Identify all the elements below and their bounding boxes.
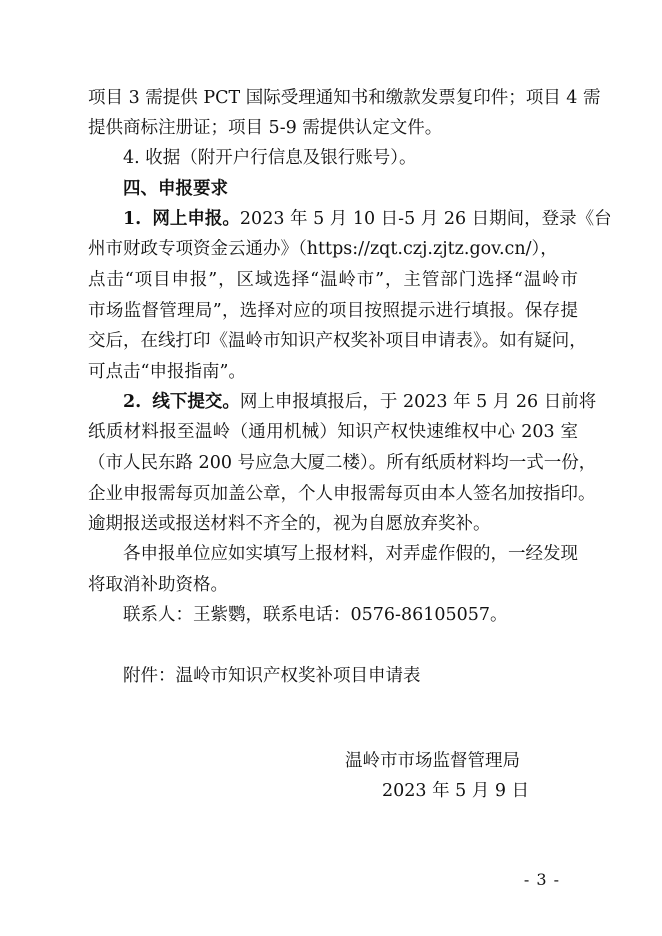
online-application-marker: 1. [123,209,142,229]
online-instruction-line-2: 市场监督管理局”，选择对应的项目按照提示进行填报。保存提 [88,301,578,321]
late-submission-line: 逾期报送或报送材料不齐全的，视为自愿放弃奖补。 [88,514,491,534]
online-application-line [123,205,612,233]
truthfulness-line-1: 各申报单位应如实填写上报材料，对弄虚作假的，一经发现 [123,544,578,564]
offline-submission-title: 线下提交。 [152,392,240,412]
page-number: - 3 - [523,870,560,889]
offline-location-line: 纸质材料报至温岭（通用机械）知识产权快速维权中心 203 室 [88,422,578,442]
section-heading: 四、申报要求 [123,179,228,199]
offline-submission-text: 网上申报填报后，于 2023 年 5 月 26 日前将 [239,392,597,412]
body-line-1: 项目 3 需提供 PCT 国际受理通知书和缴款发票复印件；项目 4 需 [88,88,601,108]
platform-url-line: 州市财政专项资金云通办》（https://zqt.czj.zjtz.gov.cn/）， [88,239,558,259]
offline-address-line: （市人民东路 200 号应急大厦二楼）。所有纸质材料均一式一份， [88,453,597,473]
online-instruction-line-1: 点击“项目申报”，区域选择“温岭市”，主管部门选择“温岭市 [88,270,578,290]
online-instruction-line-3: 交后，在线打印《温岭市知识产权奖补项目申请表》。如有疑问， [88,331,587,351]
online-application-title: 网上申报。 [152,209,240,229]
offline-submission-marker: 2. [123,392,142,412]
truthfulness-line-2: 将取消补助资格。 [88,575,228,595]
issue-date: 2023 年 5 月 9 日 [382,781,530,801]
issuing-organization: 温岭市市场监督管理局 [345,751,520,771]
online-application-text: 2023 年 5 月 10 日-5 月 26 日期间，登录《台 [239,209,612,229]
contact-line: 联系人：王紫鹦，联系电话：0576-86105057。 [123,605,508,625]
body-line-2: 提供商标注册证；项目 5-9 需提供认定文件。 [88,118,443,138]
receipt-item: 4. 收据（附开户行信息及银行账号）。 [123,148,417,168]
attachment-line: 附件：温岭市知识产权奖补项目申请表 [123,666,421,686]
seal-signature-line: 企业申报需每页加盖公章，个人申报需每页由本人签名加按指印。 [88,484,596,504]
offline-submission-line [123,388,596,416]
guide-hint-line: 可点击“申报指南”。 [88,362,246,382]
